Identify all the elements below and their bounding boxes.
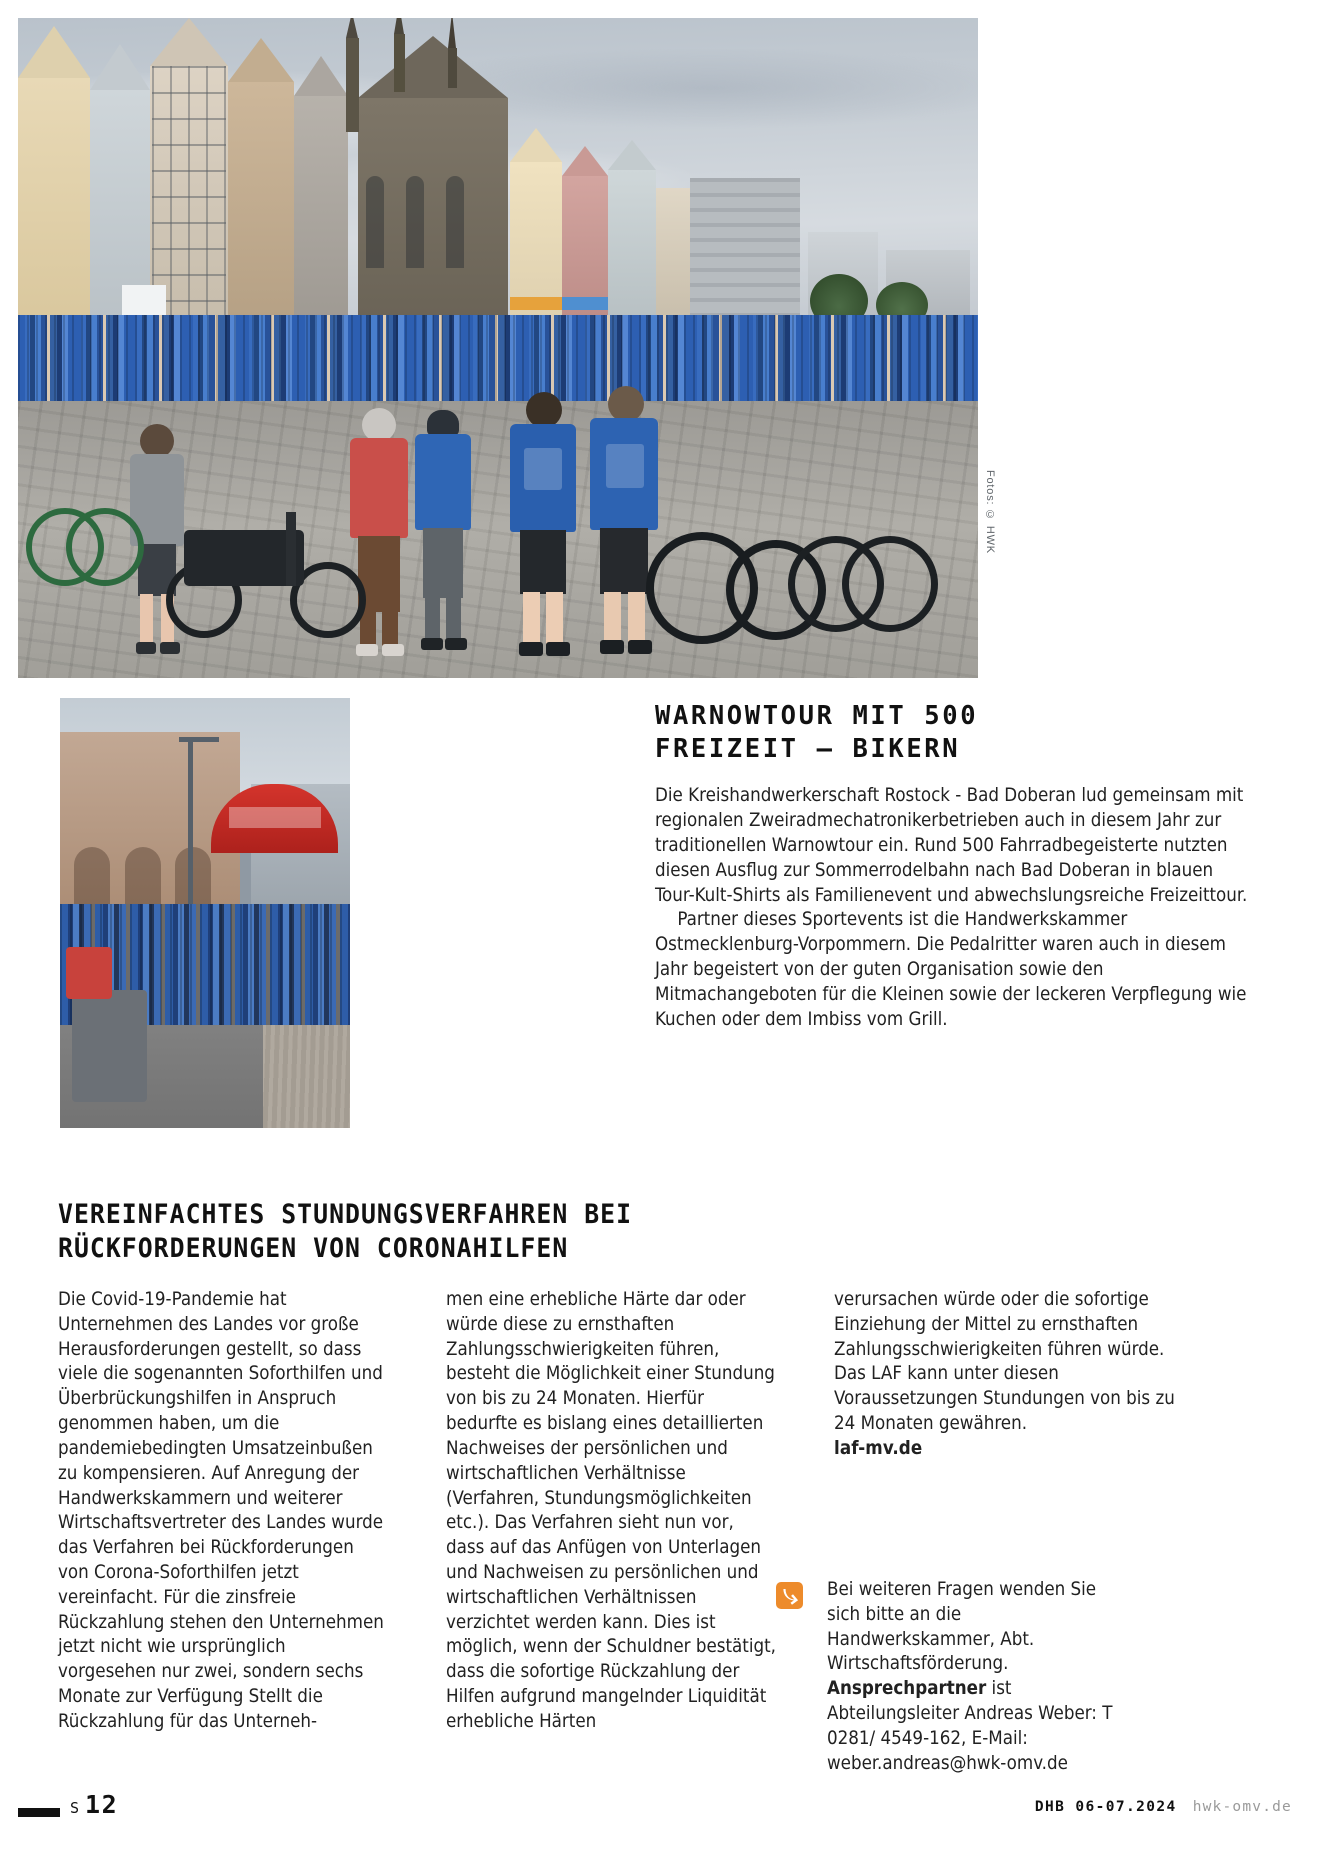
foreground-cyclist <box>72 990 147 1102</box>
issue-label: DHB 06-07.2024 <box>1034 1799 1177 1815</box>
street-lamp-pole <box>188 741 193 922</box>
hero-photo <box>18 18 978 678</box>
secondary-photo <box>60 698 350 1128</box>
article-warnowtour <box>655 700 1255 1032</box>
headline-line-1: VEREINFACHTES STUNDUNGSVERFAHREN BEI <box>58 1199 633 1230</box>
website-label: hwk-omv.de <box>1192 1799 1292 1815</box>
article1-paragraph-1: Die Kreishandwerkerschaft Rostock - Bad Doberan lud gemeinsam mit regionalen Zweiradmechatronikerbetrieben auch in diesem Jahr zur traditionellen Warnowtour ein. Rund 500 Fahrradbegeisterte nutzten diesen Ausflug zur Sommerrodelbahn nach Bad Doberan in blauen Tour-Kult-Shirts als Familienevent und abwechslungsreiche Freizeittour. <box>655 785 1248 906</box>
page-number-value: 12 <box>85 1790 119 1819</box>
footer-meta <box>1035 1799 1292 1815</box>
bicycle <box>26 508 144 586</box>
headline-line-2: FREIZEIT – BIKERN <box>655 733 961 764</box>
article1-paragraph-2: Partner dieses Sportevents ist die Handwerkskammer Ostmecklenburg-Vorpommern. Die Pedalritter waren auch in diesem Jahr begeistert von der guten Organisation sowie den Mitmachangeboten für die Kleinen sowie der leckeren Verpflegung wie Kuchen oder dem Imbiss vom Grill. <box>655 909 1247 1030</box>
laf-website-link[interactable]: laf-mv.de <box>834 1437 923 1459</box>
foreground-figure <box>413 410 473 656</box>
page-number <box>70 1790 118 1819</box>
contact-intro: Bei weiteren Fragen wenden Sie sich bitte an die Handwerkskammer, Abt. Wirtschaftsförderung. <box>827 1579 1097 1675</box>
article1-body <box>655 784 1255 1032</box>
page-prefix: S <box>70 1799 81 1817</box>
street-lamp-arm <box>179 737 220 742</box>
column-text: Die Covid-19-Pandemie hat Unternehmen des Landes vor große Herausforderungen gestellt, so dass viele die sogenannten Soforthilfen und Überbrückungshilfen in Anspruch genommen haben, um die pandemiebedingten Umsatzeinbußen zu kompensieren. Auf Anregung der Handwerkskammern und weiterer Wirtschaftsvertreter des Landes wurde das Verfahren bei Rückforderungen von Corona-Soforthilfen jetzt vereinfacht. Für die zinsfreie Rückzahlung stehen den Unternehmen jetzt nicht wie ursprünglich vorgesehen nur zwei, sondern sechs Monate zur Verfügung Stellt die Rückzahlung für das Unterneh- <box>58 1289 384 1732</box>
red-flag <box>66 947 112 999</box>
modern-building-right <box>690 168 970 328</box>
building-row-left <box>18 78 348 328</box>
contact-callout <box>776 1578 1126 1777</box>
contact-role-label: Ansprechpartner <box>827 1678 987 1700</box>
foreground-figure <box>508 392 578 660</box>
arrow-curve-down-right-icon <box>776 1582 803 1609</box>
footer-rule <box>18 1808 60 1817</box>
crowd-of-cyclists <box>18 315 978 401</box>
cargo-bike <box>166 488 366 638</box>
church-building <box>336 28 526 328</box>
contact-text <box>827 1578 1126 1777</box>
contact-name-phone: Andreas Weber: T 0281/ 4549-162, <box>827 1703 1113 1749</box>
article2-column-1 <box>58 1288 388 1735</box>
building-row-center <box>510 138 690 328</box>
contact-role-rest: ist Abteilungsleiter <box>827 1678 1012 1725</box>
article2-column-3 <box>834 1288 1176 1462</box>
column-text: men eine erhebliche Härte dar oder würde diese zu ernsthaften Zahlungsschwierigkeiten führen, besteht die Möglichkeit einer Stundung von bis zu 24 Monaten. Hierfür bedurfte es bislang eines detaillierten Nachweises der persönlichen und wirtschaftlichen Verhältnisse (Verfahren, Stundungsmöglichkeiten etc.). Das Verfahren sieht nun vor, dass auf das Anfügen von Unterlagen und Nachweisen zu persönlichen und wirtschaftlichen Verhältnissen verzichtet werden kann. Dies ist möglich, wenn der Schuldner bestätigt, dass die sofortige Rückzahlung der Hilfen aufgrund mangelnder Liquidität erhebliche Härten <box>446 1289 776 1732</box>
article1-headline <box>655 700 1255 765</box>
column-text: verursachen würde oder die sofortige Einziehung der Mittel zu ernsthaften Zahlungsschwierigkeiten führen würde. Das LAF kann unter diesen Voraussetzungen Stundungen von bis zu 24 Monaten gewähren. <box>834 1289 1175 1435</box>
article2-column-2 <box>446 1288 776 1735</box>
headline-line-2: RÜCKFORDERUNGEN VON CORONAHILFEN <box>58 1233 569 1265</box>
photo-credit: Fotos: © HWK <box>984 470 996 554</box>
headline-line-1: WARNOWTOUR MIT 500 <box>655 701 979 731</box>
article2-headline <box>58 1198 1194 1267</box>
contact-email[interactable]: E-Mail: weber.andreas@hwk-omv.de <box>827 1727 1068 1774</box>
bicycle <box>788 536 938 632</box>
